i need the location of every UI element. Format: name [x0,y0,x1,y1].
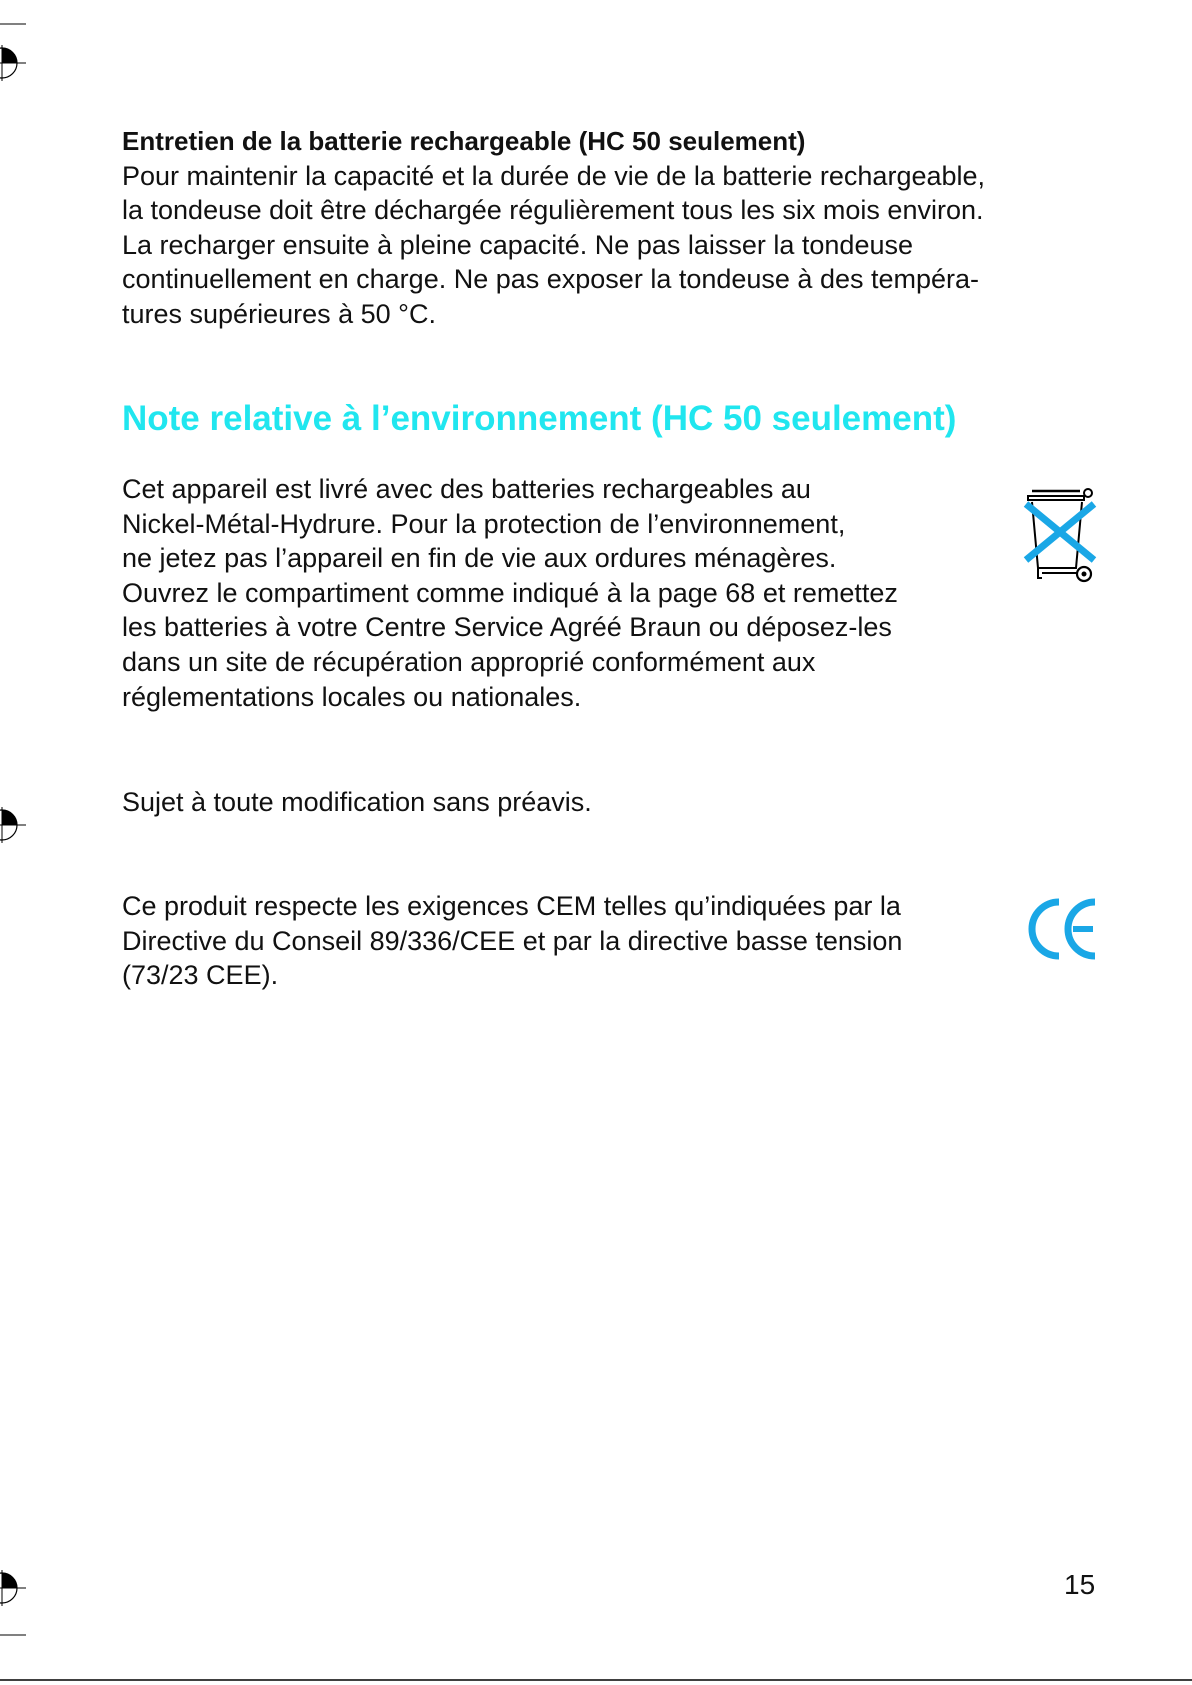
crop-mark-middle [0,798,40,858]
environment-line: les batteries à votre Centre Service Agréé Braun ou déposez-les [122,612,892,643]
environment-line: réglementations locales ou nationales. [122,681,582,712]
battery-care-line: Pour maintenir la capacité et la durée de vie de la batterie rechargeable, [122,160,986,191]
crop-mark-top [0,0,40,100]
compliance-line: Ce produit respecte les exigences CEM telles qu’indiquées par la [122,891,901,921]
compliance-section [122,889,902,993]
environment-line: ne jetez pas l’appareil en fin de vie aux ordures ménagères. [122,543,837,574]
page-number: 15 [1064,1569,1096,1600]
environment-line: dans un site de récupération approprié conformément aux [122,646,816,677]
environment-line: Nickel-Métal-Hydrure. Pour la protection de l’environnement, [122,508,846,539]
battery-care-section [122,124,985,332]
battery-care-line: la tondeuse doit être déchargée régulièrement tous les six mois environ. [122,195,984,226]
trim-line-bottom [0,1678,1192,1682]
compliance-line: Directive du Conseil 89/336/CEE et par la directive basse tension [122,925,903,956]
crossed-out-wheelie-bin-icon [1022,482,1100,586]
environment-heading: Note relative à l’environnement (HC 50 seulement) [122,399,957,438]
battery-care-heading: Entretien de la batterie rechargeable (HC 50 seulement) [122,126,806,156]
environment-line: Cet appareil est livré avec des batteries rechargeables au [122,474,811,504]
modification-notice: Sujet à toute modification sans préavis. [122,787,592,817]
crop-mark-bottom [0,1560,40,1670]
battery-care-line: continuellement en charge. Ne pas exposer la tondeuse à des tempéra- [122,264,980,295]
environment-body [122,472,898,714]
battery-care-line: tures supérieures à 50 °C. [122,298,436,329]
ce-mark-icon [1027,896,1099,962]
environment-line: Ouvrez le compartiment comme indiqué à la page 68 et remettez [122,577,898,608]
compliance-line: (73/23 CEE). [122,960,279,991]
battery-care-line: La recharger ensuite à pleine capacité. Ne pas laisser la tondeuse [122,229,913,260]
